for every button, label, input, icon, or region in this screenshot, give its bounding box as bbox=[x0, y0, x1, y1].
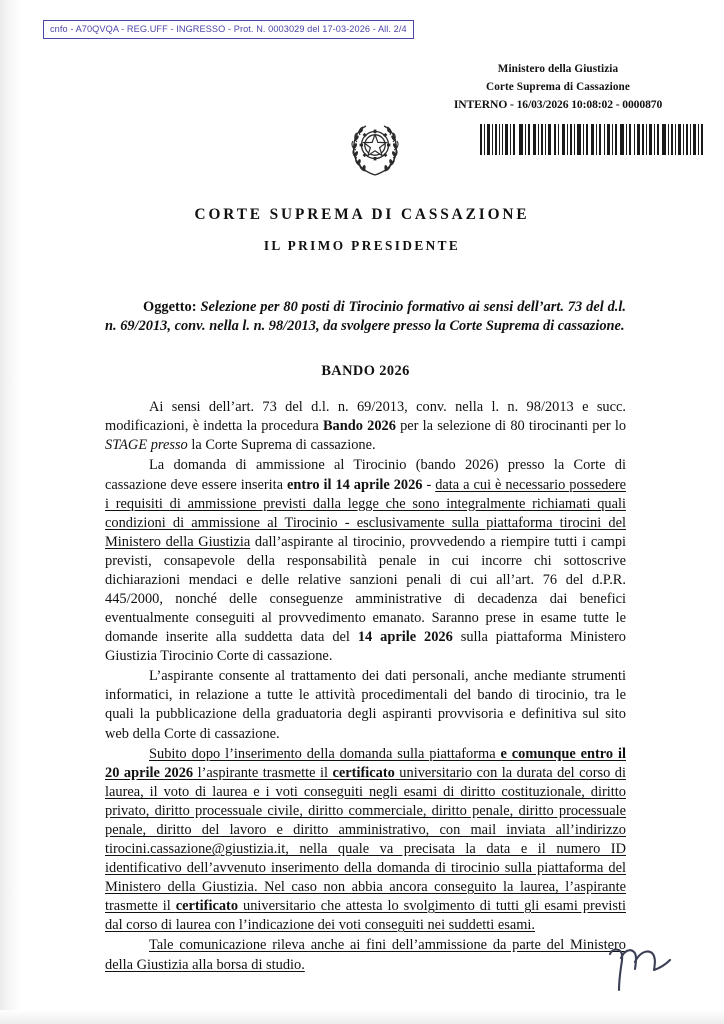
p2-text-b: - bbox=[422, 476, 436, 493]
p4-text-c: universitario con la durata del corso di laurea, il voto di laurea e i voti conseguiti negli esami di diritto costituzionale, diritto privato, diritto processuale civile, diritto commerciale, diritto penale, diritto processuale penale, diritto del lavoro e diritto amministrativo, con mail inviata all’indirizzo tirocini.cassazione@giustizia.it, nella quale va precisata la data e il numero ID identificativo dell’avvenuto inserimento della domanda di tirocinio sulla piattaforma del Ministero della Giustizia. Nel caso non abbia ancora conseguito la laurea, l’aspirante trasmette il bbox=[105, 764, 626, 915]
protocol-barcode bbox=[478, 124, 706, 155]
p4-bold-deadline: e comunque entro il 20 aprile 2026 bbox=[105, 745, 626, 781]
p2-bold-deadline-2: 14 aprile 2026 bbox=[357, 629, 453, 646]
paragraph-4 bbox=[105, 745, 626, 936]
p2-bold-deadline: entro il 14 aprile 2026 bbox=[287, 476, 423, 493]
p4-text-a: Subito dopo l’inserimento della domanda sulla piattaforma bbox=[149, 745, 501, 762]
bando-heading: BANDO 2026 bbox=[321, 363, 410, 380]
p2-text-a: La domanda di ammissione al Tirocinio (bando 2026) presso la Corte di cassazione deve essere inserita bbox=[105, 457, 626, 493]
p2-text-c: dall’aspirante al tirocinio, provvedendo a riempire tutti i campi previsti, consapevole della responsabilità penale in cui incorre chi sottoscrive dichiarazioni mendaci e delle relative sanzioni penali di cui all’art. 76 del d.P.R. 445/2000, nonché delle conseguenze amministrative di decadenza dai benefici eventualmente conseguiti al provvedimento emanato. Saranno prese in esame tutte le domande inserite alla suddetta data del bbox=[105, 533, 627, 646]
p2-underlined-requirements: data a cui è necessario possedere i requisiti di ammissione previsti dalla legge che sono integralmente richiamati quali condizioni di ammissione al Tirocinio - esclusivamente sulla piattaforma tirocini del Ministero della Giustizia bbox=[105, 476, 626, 550]
p1-italic-stage: STAGE presso bbox=[105, 437, 188, 454]
ministry-name: Ministero della Giustizia bbox=[497, 63, 619, 75]
page-bottom-edge-shading bbox=[0, 1010, 724, 1024]
p4-bold-certificato-2: certificato bbox=[175, 898, 239, 915]
p4-text-b: l’aspirante trasmette il bbox=[193, 764, 333, 781]
signature-mark bbox=[596, 938, 692, 1000]
subject-label: Oggetto: bbox=[143, 299, 197, 315]
paragraph-5: Tale comunicazione rileva anche ai fini dell’ammissione da parte del Ministero della Giustizia alla borsa di studio. bbox=[105, 937, 626, 973]
p1-text-b: per la selezione di 80 tirocinanti per lo bbox=[395, 418, 627, 435]
paragraph-2 bbox=[105, 456, 626, 666]
office-name: Corte Suprema di Cassazione bbox=[486, 81, 630, 94]
document-body bbox=[105, 298, 626, 975]
paragraph-3: L’aspirante consente al trattamento dei dati personali, anche mediante strumenti informatici, in relazione a tutte le attività procedimentali del bando di tirocinio, tra le quali la pubblicazione della graduatoria degli aspiranti provvisoria e definitiva sul sito web della Corte di cassazione. bbox=[105, 668, 626, 742]
page-subtitle: IL PRIMO PRESIDENTE bbox=[263, 238, 461, 253]
p4-bold-certificato-1: certificato bbox=[332, 764, 395, 781]
subject-text: Selezione per 80 posti di Tirocinio formativo ai sensi dell’art. 73 del d.l. n. 69/2013, conv. nella l. n. 98/2013, da svolgere presso la Corte Suprema di cassazione. bbox=[105, 299, 626, 335]
italian-republic-emblem-icon bbox=[347, 118, 403, 180]
p2-text-d: sulla piattaforma Ministero Giustizia Tirocinio Corte di cassazione. bbox=[105, 629, 627, 665]
page-title: CORTE SUPREMA DI CASSAZIONE bbox=[194, 206, 530, 223]
protocol-stamp: cnfo - A70QVQA - REG.UFF - INGRESSO - Prot. N. 0003029 del 17-03-2026 - All. 2/4 bbox=[43, 20, 414, 39]
page-left-edge-shading bbox=[0, 0, 22, 1024]
p1-text-a: Ai sensi dell’art. 73 del d.l. n. 69/2013, conv. nella l. n. 98/2013 e succ. modificazioni, è indetta la procedura bbox=[105, 399, 626, 435]
subject-line bbox=[105, 298, 626, 336]
ministry-header-block bbox=[408, 60, 708, 115]
registration-line: INTERNO - 16/03/2026 10:08:02 - 0000870 bbox=[453, 98, 663, 112]
p1-bold-bando: Bando 2026 bbox=[322, 418, 396, 435]
p4-text-d: universitario che attesta lo svolgimento di tutti gli esami previsti dal corso di laurea con l’indicazione dei voti conseguiti nei suddetti esami. bbox=[105, 898, 627, 934]
paragraph-1 bbox=[105, 398, 626, 455]
p1-text-c: la Corte Suprema di cassazione. bbox=[187, 437, 376, 454]
